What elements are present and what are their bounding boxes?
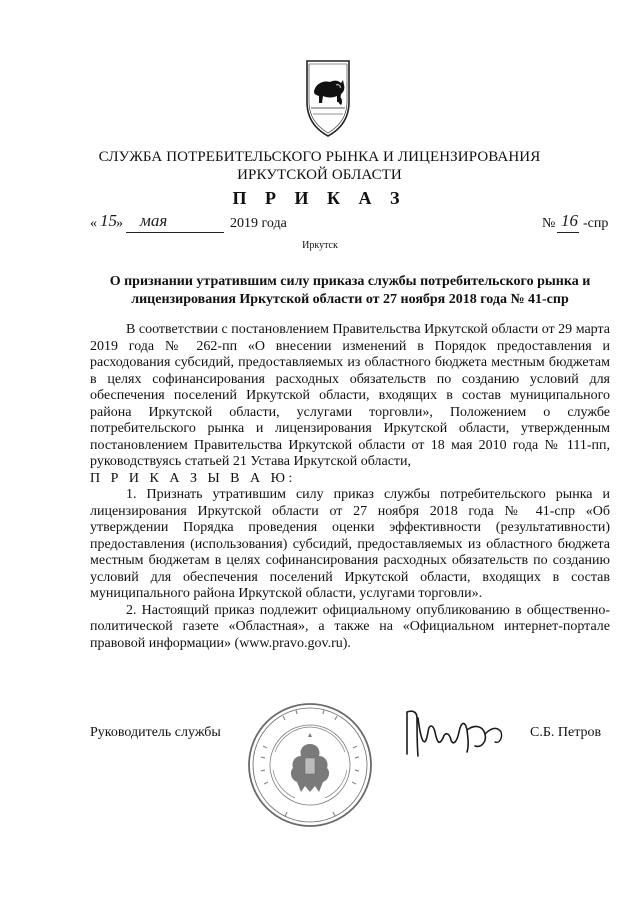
agency-name-line2: ИРКУТСКОЙ ОБЛАСТИ: [237, 167, 402, 183]
signatory-title: Руководитель службы: [90, 725, 221, 740]
handwritten-signature: [395, 702, 515, 760]
number-underline: [557, 232, 579, 233]
document-type-title: П Р И К А З: [232, 188, 407, 208]
number-handwritten: 16: [561, 211, 578, 230]
coat-of-arms-icon: [303, 58, 353, 138]
document-body: [90, 322, 610, 652]
city-label: Иркутск: [302, 240, 338, 251]
date-year: 2019 года: [230, 216, 287, 231]
order-word: П Р И К А З Ы В А Ю:: [90, 470, 296, 486]
date-open-quote: «: [90, 216, 97, 231]
number-prefix: №: [542, 216, 556, 231]
date-close-quote: »: [116, 216, 123, 231]
date-day-handwritten: 15: [100, 211, 117, 230]
order-item-2: 2. Настоящий приказ подлежит официальному опубликованию в общественно-политической газете «Областная», а также на «Официальном интернет-портале правовой информации» (www.pravo.gov.ru).: [90, 602, 610, 651]
date-underline: [126, 232, 224, 233]
document-heading: О признании утратившим силу приказа службы потребительского рынка и лицензирования Иркутской области от 27 ноября 2018 года № 41-спр: [109, 274, 591, 307]
agency-name-line1: СЛУЖБА ПОТРЕБИТЕЛЬСКОГО РЫНКА И ЛИЦЕНЗИРОВАНИЯ: [98, 149, 541, 165]
order-item-1: 1. Признать утратившим силу приказ службы потребительского рынка и лицензирования Иркутской области от 27 ноября 2018 года № 41-спр «Об утверждении Порядка проведения оценки эффективности (результативности) предоставления (использования) субсидий, предоставляемых из областного бюджета местным бюджетам в целях софинансирования расходных обязательств по созданию условий для обеспечения поселений Иркутской области, входящих в состав муниципального района Иркутской области, услугами торговли».: [90, 487, 610, 601]
official-seal-stamp: [245, 700, 375, 830]
number-suffix: -спр: [583, 216, 609, 231]
date-month-handwritten: мая: [140, 211, 168, 230]
date-number-line: [90, 211, 610, 238]
preamble-paragraph: В соответствии с постановлением Правительства Иркутской области от 29 марта 2019 года № 262-пп «О внесении изменений в Порядок предоставления и расходования субсидий, предоставляемых из областного бюджета местным бюджетам в целях софинансирования расходных обязательств по созданию условий для обеспечения поселений Иркутской области, входящих в состав муниципального района Иркутской области, услугами торговли», Положением о службе потребительского рынка и лицензирования Иркутской области, утвержденным постановлением Правительства Иркутской области от 18 мая 2010 года № 111-пп, руководствуясь статьей 21 Устава Иркутской области,: [90, 322, 610, 469]
signatory-name: С.Б. Петров: [530, 725, 602, 740]
